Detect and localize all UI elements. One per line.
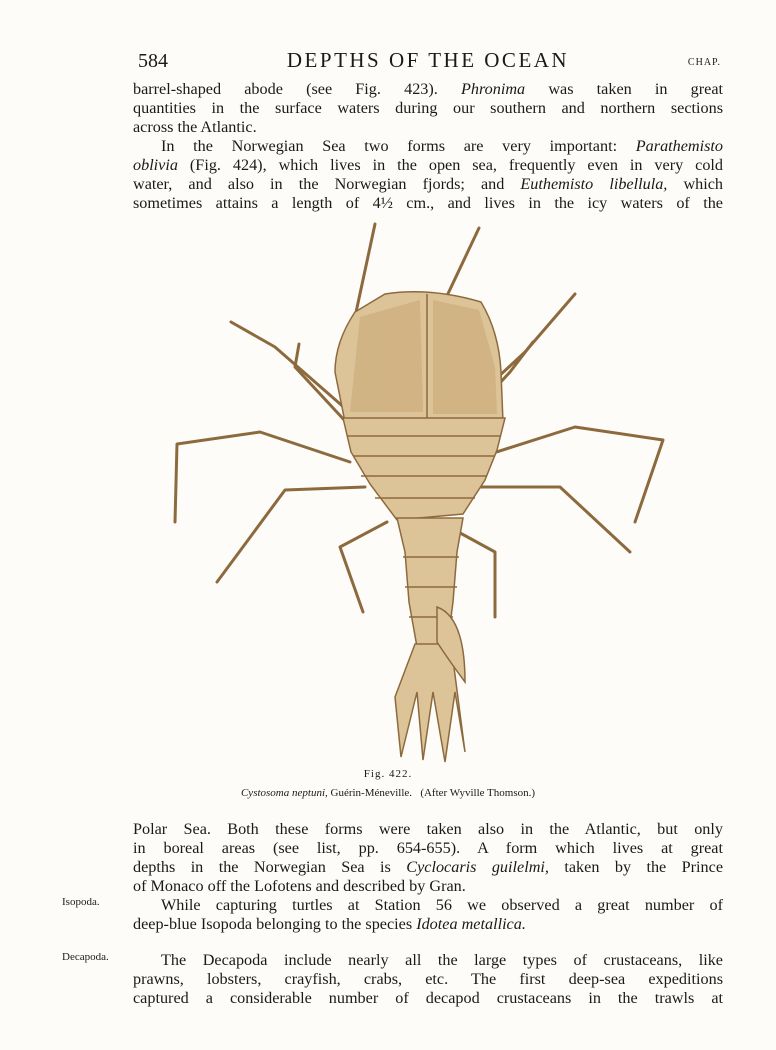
species-name: Cyclocaris guilelmi, [406, 858, 549, 876]
caption-source: (After Wyville Thomson.) [420, 787, 536, 799]
text-line: sometimes attains a length of 4½ cm., and lives in the icy waters of the [133, 194, 723, 212]
text-line: The Decapoda include nearly all the large types of crustaceans, like [161, 951, 723, 969]
text-line: oblivia (Fig. 424), which lives in the open sea, frequently even in very cold [133, 156, 724, 174]
eye-left [350, 300, 423, 412]
text-line: deep-blue Isopoda belonging to the species Idotea metallica. [133, 915, 526, 933]
page-number: 584 [138, 50, 168, 72]
text-line: Polar Sea. Both these forms were taken also in the Atlantic, but only [133, 820, 723, 838]
text-line: prawns, lobsters, crayfish, crabs, etc. The first deep-sea expeditions [133, 970, 723, 988]
thorax [343, 418, 505, 520]
text-line: in boreal areas (see list, pp. 654-655). A form which lives at great [133, 839, 723, 857]
caption-author: Guérin-Méneville. [330, 787, 413, 799]
species-name: oblivia [133, 156, 178, 174]
figure-cystosoma-illustration [165, 222, 695, 767]
species-name: Phronima [461, 80, 526, 98]
paragraph-phronima [133, 80, 723, 137]
chapter-label: CHAP. [687, 57, 721, 68]
side-note-isopoda: Isopoda. [62, 896, 100, 908]
species-name: Idotea metallica. [416, 915, 526, 933]
paragraph-decapoda [133, 951, 723, 1008]
species-name: Euthemisto libellula, [520, 175, 668, 193]
text-line: barrel-shaped abode (see Fig. 423). Phronima was taken in great [133, 80, 724, 98]
paragraph-norwegian-sea [133, 137, 723, 213]
species-name: Parathemisto [635, 137, 724, 155]
text-line: water, and also in the Norwegian fjords; and Euthemisto libellula, which [133, 175, 724, 193]
text-line: of Monaco off the Lofotens and described by Gran. [133, 877, 466, 895]
page-header [133, 48, 723, 78]
leg-right-4 [460, 487, 630, 552]
side-note-decapoda: Decapoda. [62, 951, 109, 963]
leg-left-3 [175, 432, 350, 522]
text-line: captured a considerable number of decapod crustaceans in the trawls at [133, 989, 723, 1007]
text-line: In the Norwegian Sea two forms are very important: Parathemisto [161, 137, 724, 155]
text-line: While capturing turtles at Station 56 we observed a great number of [161, 896, 723, 914]
figure-number: Fig. 422. [363, 768, 413, 780]
leg-left-4 [217, 487, 365, 582]
text-line: quantities in the surface waters during our southern and northern sections [133, 99, 723, 117]
text-line: across the Atlantic. [133, 118, 257, 136]
paragraph-polar-sea [133, 820, 723, 896]
running-title: DEPTHS OF THE OCEAN [286, 48, 570, 72]
paragraph-isopoda [133, 896, 723, 934]
caption-species: Cystosoma neptuni, [240, 787, 328, 799]
crustacean-drawing [165, 222, 695, 767]
text-line: depths in the Norwegian Sea is Cyclocaris guilelmi, taken by the Prince [133, 858, 724, 876]
body-text-top [133, 80, 723, 213]
leg-left-5 [340, 522, 387, 612]
figure-caption [0, 787, 776, 799]
body-text-bottom [133, 820, 723, 1008]
